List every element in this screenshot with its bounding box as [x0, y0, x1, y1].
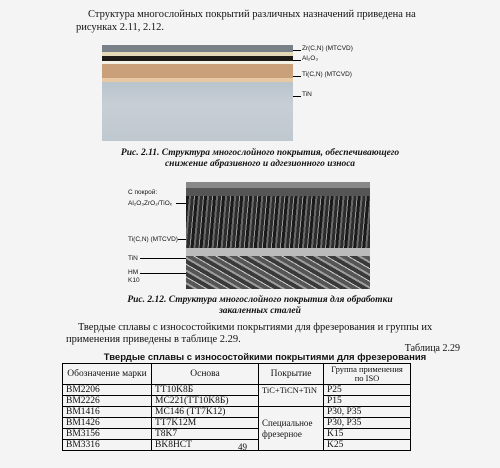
- cell-coating: Специальное фрезерное: [259, 407, 324, 451]
- fig1-caption-line1: Рис. 2.11. Структура многослойного покрытия, обеспечивающего: [120, 148, 400, 158]
- fig2-label-ticn: Ti(C,N) (MTCVD): [128, 236, 178, 243]
- fig2-label-al2o3: Al₂O₃ZrO₂/TiOₓ: [128, 200, 172, 207]
- cell-grade: BM2226: [63, 396, 152, 407]
- cell-grade: BM1426: [63, 418, 152, 429]
- cell-base: TT7K12M: [152, 418, 259, 429]
- cell-base: BK8HCT: [152, 440, 259, 451]
- table-row: [63, 385, 411, 396]
- cell-iso: P15: [324, 396, 411, 407]
- cell-grade: BM3156: [63, 429, 152, 440]
- fig1-caption: [70, 148, 450, 170]
- header-grade: Обозначение марки: [63, 364, 152, 385]
- cell-iso: K25: [324, 440, 411, 451]
- fig2-caption: [70, 295, 450, 317]
- fig2-label-hm: HM: [128, 269, 139, 276]
- fig1-caption-line2: снижение абразивного и адгезионного износа: [164, 159, 356, 169]
- cell-base: TT10K8Б: [152, 385, 259, 396]
- header-iso-group: Группа применения по ISO: [324, 364, 411, 385]
- fig2-label-tin: TiN: [128, 255, 138, 262]
- fig2-caption-line2: закаленных сталей: [219, 306, 301, 316]
- cell-iso: P30, P35: [324, 407, 411, 418]
- table-row: [63, 440, 411, 451]
- fig1-label-ticn: Ti(C,N) (MTCVD): [302, 71, 352, 78]
- table-title: Твердые сплавы с износостойкими покрытиями для фрезерования: [103, 352, 427, 363]
- cell-iso: K15: [324, 429, 411, 440]
- table-number: Таблица 2.29: [404, 343, 460, 354]
- fig2-label-k10: K10: [128, 277, 140, 284]
- table-row: [63, 396, 411, 407]
- cell-coating: TiC+TiCN+TiN: [259, 385, 324, 407]
- cell-grade: BM1416: [63, 407, 152, 418]
- page-number: 49: [238, 442, 247, 452]
- table-row: [63, 418, 411, 429]
- header-base: Основа: [152, 364, 259, 385]
- intro-paragraph: Структура многослойных покрытий различных назначений приведена на рисунках 2.11, 2.12.: [76, 9, 416, 33]
- cell-grade: BM3316: [63, 440, 152, 451]
- table-row: [63, 407, 411, 418]
- table-intro-paragraph: Твердые сплавы с износостойкими покрытиями для фрезерования и группы их применения приведены в таблице 2.29.: [66, 322, 433, 345]
- cell-iso: P25: [324, 385, 411, 396]
- cell-iso: P30, P35: [324, 418, 411, 429]
- fig2-label-coating: С покрой:: [128, 189, 158, 196]
- header-coating: Покрытие: [259, 364, 324, 385]
- fig1-label-al2o3: Al₂O₃: [302, 55, 319, 62]
- fig1-label-tin: TiN: [302, 91, 312, 98]
- micrograph-figure-2-12: [186, 182, 370, 289]
- table-header-row: [63, 364, 411, 385]
- fig1-label-zrcn: Zr(C,N) (MTCVD): [302, 45, 353, 52]
- cell-base: MC146 (TT7K12): [152, 407, 259, 418]
- carbide-table: [62, 363, 411, 451]
- table-row: [63, 429, 411, 440]
- fig2-caption-line1: Рис. 2.12. Структура многослойного покрытия для обработки: [127, 295, 393, 305]
- micrograph-figure-2-11: [102, 45, 293, 141]
- cell-base: MC221(TT10K8Б): [152, 396, 259, 407]
- cell-grade: BM2206: [63, 385, 152, 396]
- cell-base: T8K7: [152, 429, 259, 440]
